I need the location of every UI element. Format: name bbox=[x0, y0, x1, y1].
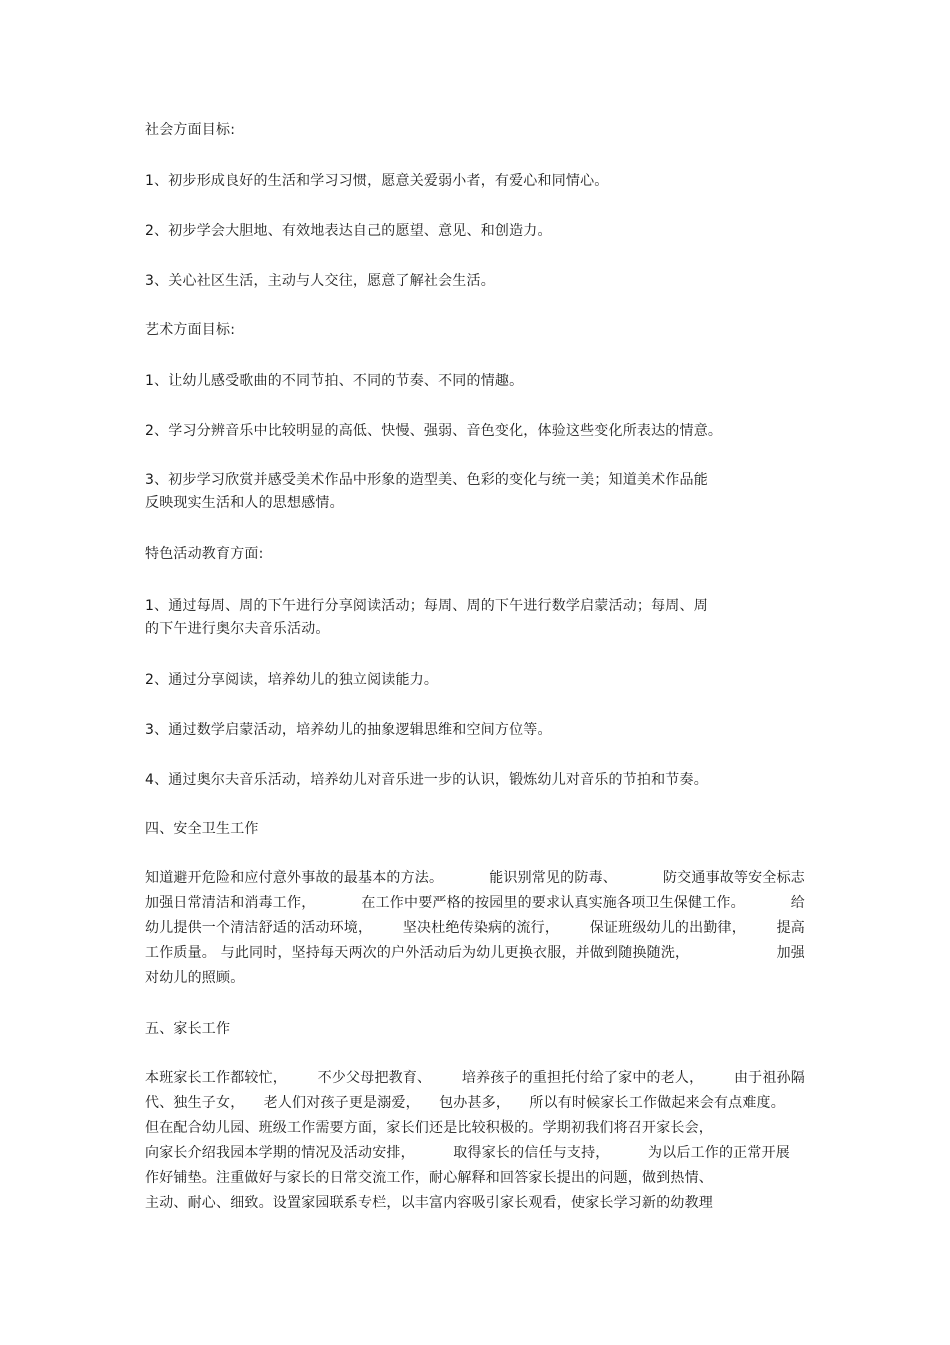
special-item-1: 1、通过每周、周的下午进行分享阅读活动；每周、周的下午进行数学启蒙活动；每周、周 bbox=[145, 598, 708, 614]
text-segment: 加强 bbox=[776, 945, 805, 961]
social-item-1: 1、初步形成良好的生活和学习习惯，愿意关爱弱小者，有爱心和同情心。 bbox=[145, 173, 609, 189]
art-item-2: 2、学习分辨音乐中比较明显的高低、快慢、强弱、音色变化，体验这些变化所表达的情意。 bbox=[145, 423, 723, 439]
text-segment: 代、独生子女， bbox=[145, 1095, 245, 1111]
special-heading: 特色活动教育方面: bbox=[145, 546, 264, 562]
text-segment: 给 bbox=[790, 895, 805, 911]
text-segment: 包办甚多， bbox=[439, 1095, 511, 1111]
parents-line-2 bbox=[145, 1094, 785, 1112]
art-item-3-cont: 反映现实生活和人的思想感情。 bbox=[145, 495, 344, 511]
social-item-2: 2、初步学会大胆地、有效地表达自己的愿望、意见、和创造力。 bbox=[145, 223, 552, 239]
safety-line-4 bbox=[145, 944, 805, 962]
safety-line-3 bbox=[145, 919, 805, 937]
text-segment: 由于祖孙隔 bbox=[733, 1070, 805, 1086]
parents-line-1 bbox=[145, 1069, 805, 1087]
safety-heading: 四、安全卫生工作 bbox=[145, 821, 259, 837]
safety-line-2 bbox=[145, 894, 805, 912]
parents-line-3: 但在配合幼儿园、班级工作需要方面，家长们还是比较积极的。学期初我们将召开家长会， bbox=[145, 1120, 713, 1136]
art-item-1: 1、让幼儿感受歌曲的不同节拍、不同的节奏、不同的情趣。 bbox=[145, 373, 524, 389]
text-segment: 本班家长工作都较忙， bbox=[145, 1070, 287, 1086]
social-heading: 社会方面目标: bbox=[145, 122, 236, 138]
parents-line-6: 主动、耐心、细致。设置家园联系专栏，以丰富内容吸引家长观看，使家长学习新的幼教理 bbox=[145, 1195, 713, 1211]
safety-line-5: 对幼儿的照顾。 bbox=[145, 970, 245, 986]
social-item-3: 3、关心社区生活，主动与人交往，愿意了解社会生活。 bbox=[145, 273, 495, 289]
art-heading: 艺术方面目标: bbox=[145, 322, 236, 338]
parents-heading: 五、家长工作 bbox=[145, 1021, 231, 1037]
special-item-2: 2、通过分享阅读，培养幼儿的独立阅读能力。 bbox=[145, 672, 439, 688]
text-segment: 所以有时候家长工作做起来会有点难度。 bbox=[529, 1095, 785, 1111]
text-segment: 提高 bbox=[776, 920, 805, 936]
text-segment: 老人们对孩子更是溺爱， bbox=[263, 1095, 420, 1111]
text-segment: 培养孩子的重担托付给了家中的老人， bbox=[461, 1070, 704, 1086]
text-segment: 能识别常见的防毒、 bbox=[489, 870, 617, 886]
text-segment: 在工作中要严格的按园里的要求认真实施各项卫生保健工作。 bbox=[361, 895, 745, 911]
text-segment: 幼儿提供一个清洁舒适的活动环境， bbox=[145, 920, 373, 936]
special-item-4: 4、通过奥尔夫音乐活动，培养幼儿对音乐进一步的认识，锻炼幼儿对音乐的节拍和节奏。 bbox=[145, 772, 708, 788]
text-segment: 不少父母把教育、 bbox=[317, 1070, 432, 1086]
text-segment: 取得家长的信任与支持， bbox=[453, 1145, 610, 1161]
text-segment: 加强日常清洁和消毒工作， bbox=[145, 895, 316, 911]
art-item-3: 3、初步学习欣赏并感受美术作品中形象的造型美、色彩的变化与统一美；知道美术作品能 bbox=[145, 472, 708, 488]
text-segment: 保证班级幼儿的出勤律， bbox=[589, 920, 746, 936]
text-segment: 工作质量。 与此同时，坚持每天两次的户外活动后为幼儿更换衣服，并做到随换随洗， bbox=[145, 945, 690, 961]
parents-line-4 bbox=[145, 1144, 790, 1162]
text-segment: 防交通事故等安全标志 bbox=[662, 870, 805, 886]
text-segment: 坚决杜绝传染病的流行， bbox=[402, 920, 560, 936]
special-item-1-cont: 的下午进行奥尔夫音乐活动。 bbox=[145, 621, 330, 637]
text-segment: 向家长介绍我园本学期的情况及活动安排， bbox=[145, 1145, 415, 1161]
parents-line-5: 作好铺垫。注重做好与家长的日常交流工作，耐心解释和回答家长提出的问题，做到热情、 bbox=[145, 1170, 713, 1186]
special-item-3: 3、通过数学启蒙活动，培养幼儿的抽象逻辑思维和空间方位等。 bbox=[145, 722, 552, 738]
safety-line-1 bbox=[145, 869, 805, 887]
text-segment: 知道避开危险和应付意外事故的最基本的方法。 bbox=[145, 870, 444, 886]
text-segment: 为以后工作的正常开展 bbox=[647, 1145, 790, 1161]
